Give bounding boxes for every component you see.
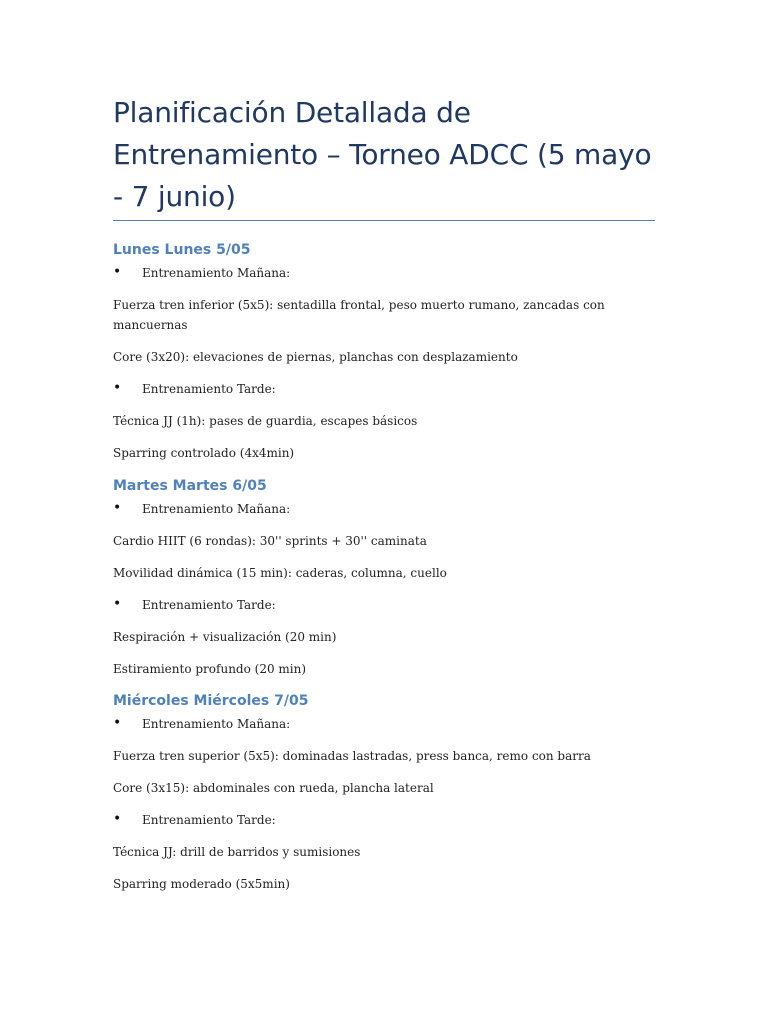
bullet-label: Entrenamiento Tarde: [142, 598, 276, 612]
bullet-icon: • [113, 500, 122, 516]
bullet-icon: • [113, 264, 122, 280]
bullet-icon: • [113, 715, 122, 731]
exercise-line: Sparring moderado (5x5min) [113, 877, 290, 891]
bullet-label: Entrenamiento Tarde: [142, 813, 276, 827]
day-heading: Martes Martes 6/05 [113, 478, 267, 494]
bullet-label: Entrenamiento Mañana: [142, 266, 291, 280]
exercise-line: Cardio HIIT (6 rondas): 30'' sprints + 30'' caminata [113, 534, 427, 548]
day-heading: Miércoles Miércoles 7/05 [113, 693, 309, 709]
day-heading: Lunes Lunes 5/05 [113, 242, 251, 258]
exercise-line: Core (3x15): abdominales con rueda, plancha lateral [113, 781, 434, 795]
exercise-line: Técnica JJ: drill de barridos y sumisiones [113, 845, 361, 859]
exercise-line: Estiramiento profundo (20 min) [113, 662, 307, 676]
bullet-icon: • [113, 811, 122, 827]
exercise-line: Core (3x20): elevaciones de piernas, planchas con desplazamiento [113, 350, 518, 364]
bullet-label: Entrenamiento Mañana: [142, 502, 291, 516]
bullet-icon: • [113, 380, 122, 396]
exercise-line: Respiración + visualización (20 min) [113, 630, 337, 644]
exercise-line: Sparring controlado (4x4min) [113, 446, 295, 460]
exercise-line: Fuerza tren inferior (5x5): sentadilla frontal, peso muerto rumano, zancadas con mancuernas [113, 298, 605, 332]
bullet-label: Entrenamiento Tarde: [142, 382, 276, 396]
bullet-icon: • [113, 596, 122, 612]
document-title: Planificación Detallada de Entrenamiento – Torneo ADCC (5 mayo - 7 junio) [113, 96, 652, 213]
exercise-line: Fuerza tren superior (5x5): dominadas lastradas, press banca, remo con barra [113, 749, 591, 763]
exercise-line: Movilidad dinámica (15 min): caderas, columna, cuello [113, 566, 447, 580]
title-divider [113, 220, 655, 221]
bullet-label: Entrenamiento Mañana: [142, 717, 291, 731]
exercise-line: Técnica JJ (1h): pases de guardia, escapes básicos [113, 414, 418, 428]
